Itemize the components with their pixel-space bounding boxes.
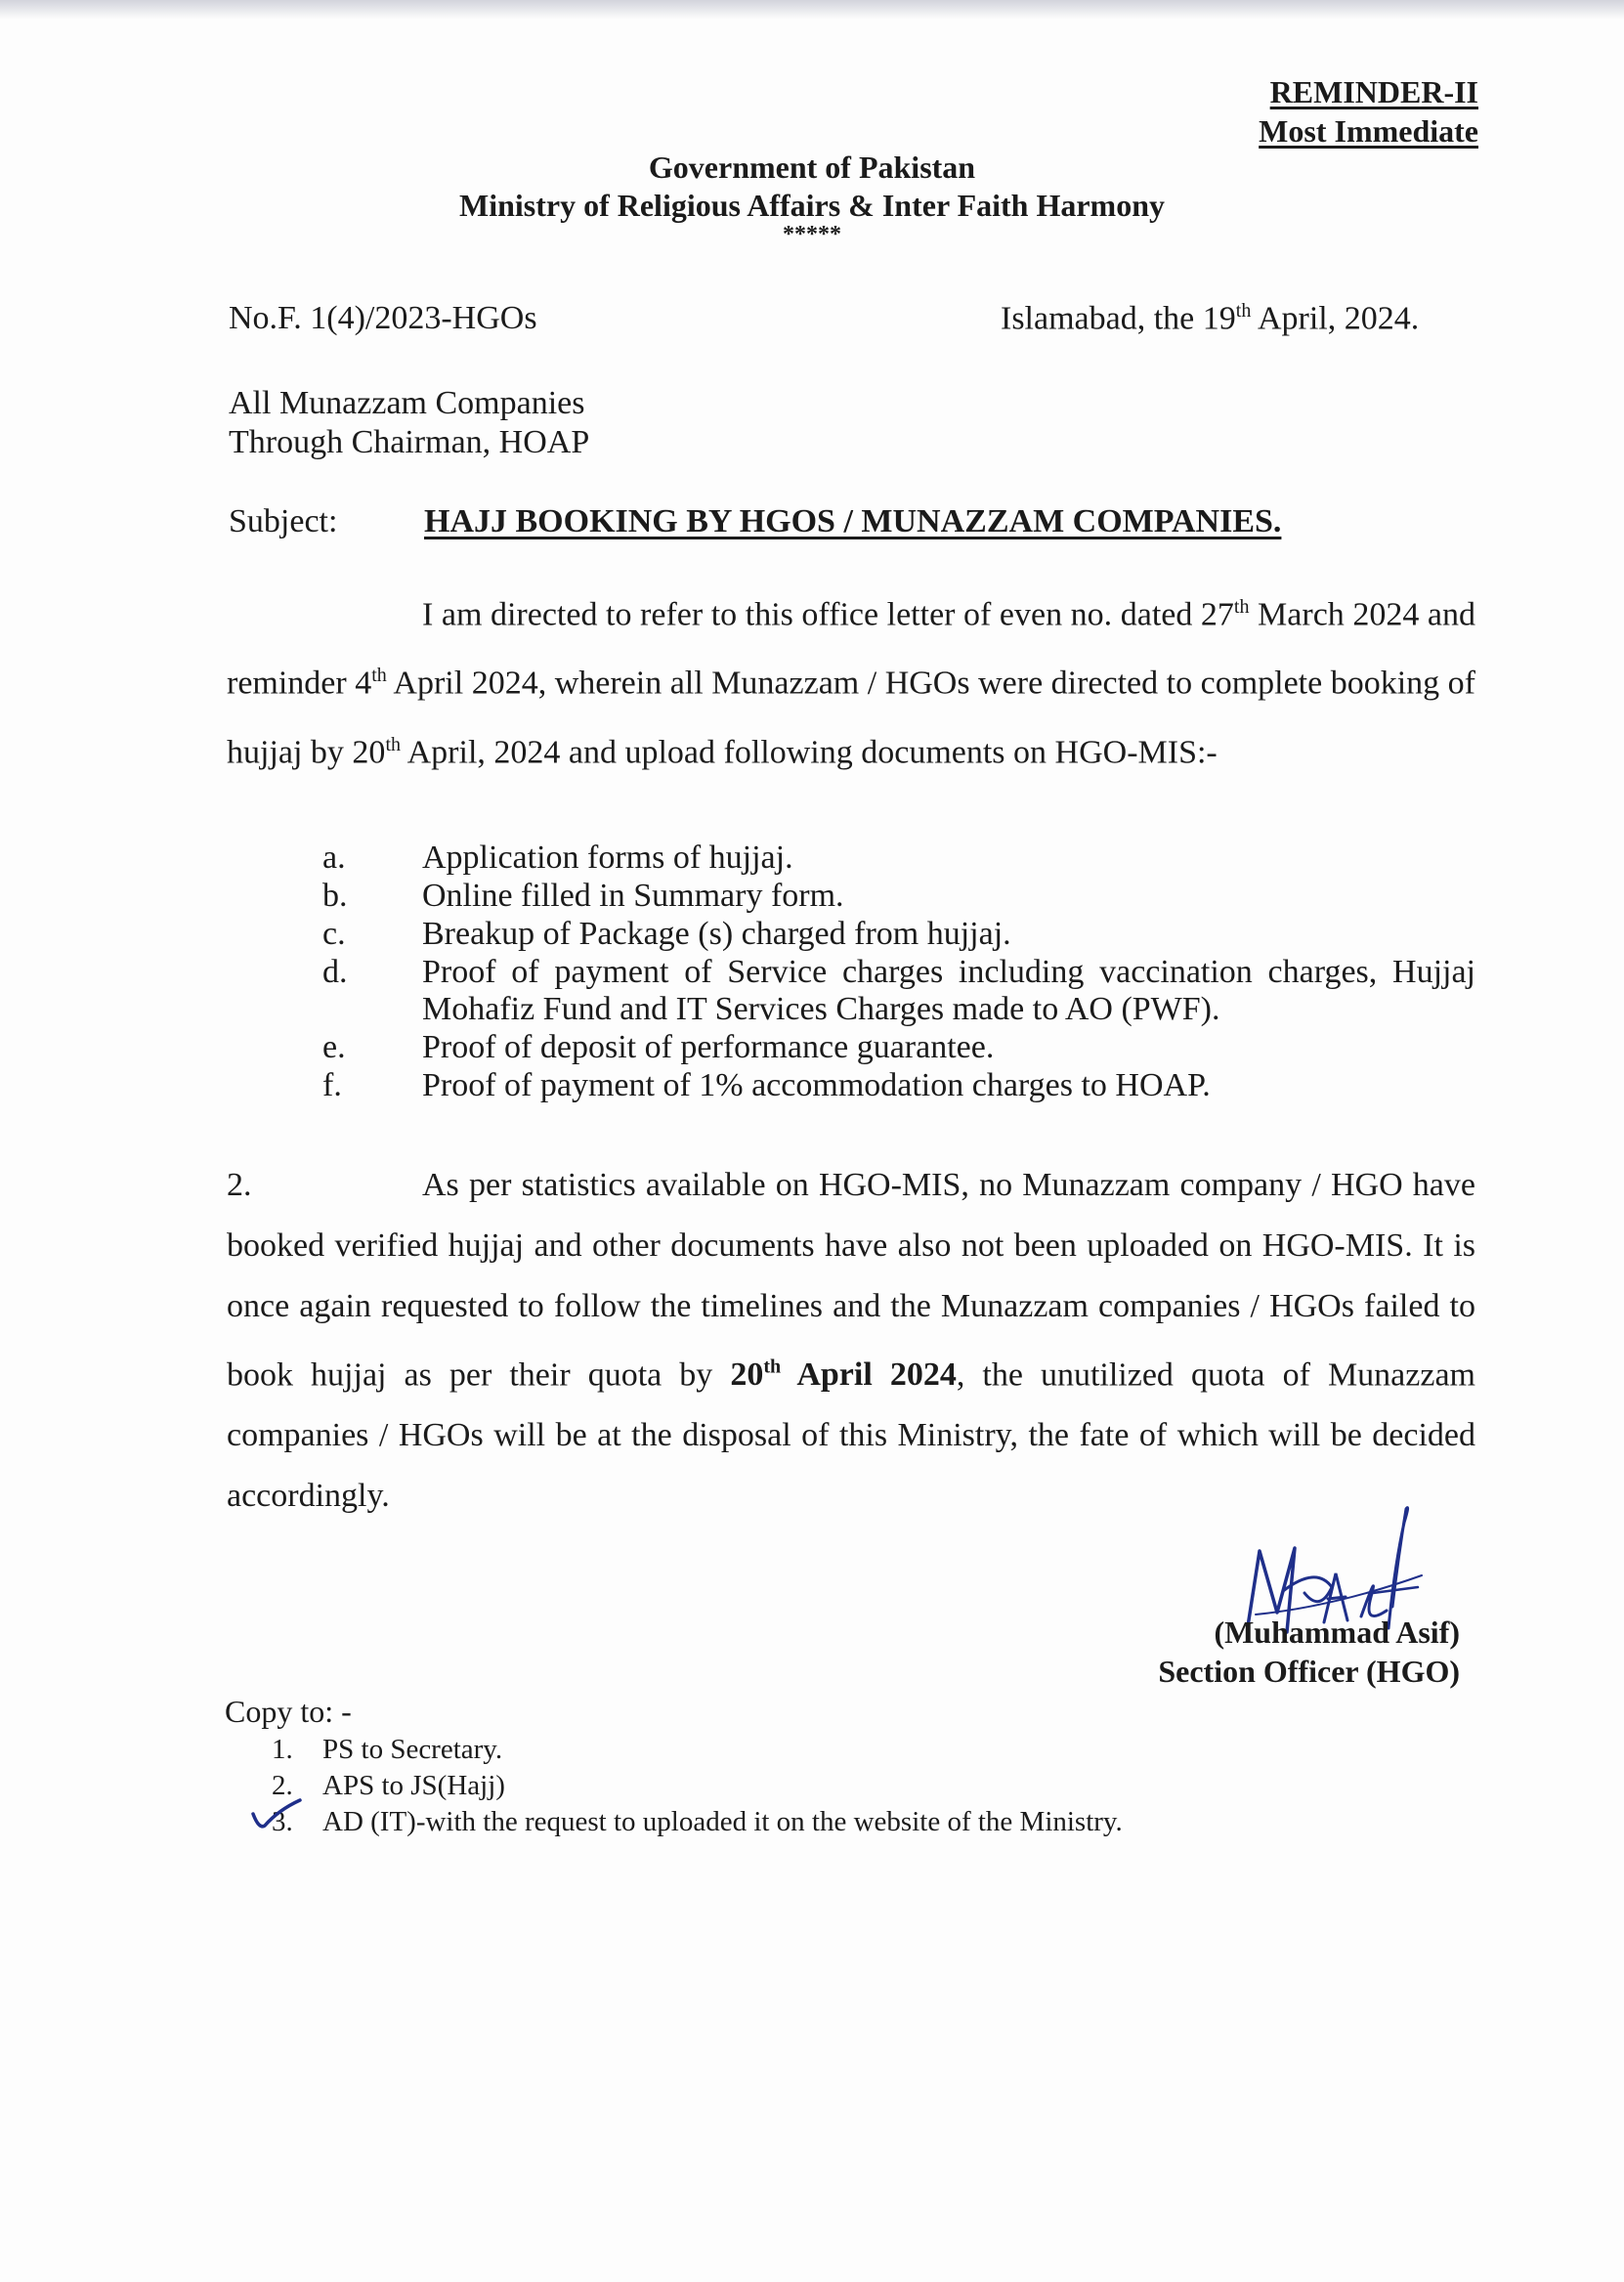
file-reference: No.F. 1(4)/2023-HGOs <box>229 300 537 336</box>
header-stars: ***** <box>783 222 841 247</box>
list-marker: b. <box>322 878 348 914</box>
para1-text-1: I am directed to refer to this office letter of even no. dated 27 <box>422 596 1234 633</box>
deadline-month-year: April 2024 <box>781 1356 957 1394</box>
scan-edge-shadow <box>0 0 1624 20</box>
list-item <box>322 878 1475 915</box>
reminder-label: REMINDER-II <box>1269 74 1478 109</box>
para1-sup-2: th <box>371 665 387 687</box>
signature-block <box>1158 1613 1460 1691</box>
list-item-text: Proof of deposit of performance guarantee. <box>422 1029 995 1065</box>
addressee <box>229 384 589 462</box>
subject-label: Subject: <box>229 503 338 539</box>
ministry-title: Ministry of Religious Affairs & Inter Faith Harmony <box>458 188 1165 223</box>
date-ordinal: th <box>1235 300 1252 322</box>
para2-text-1: As per statistics available on HGO-MIS, no Munazzam company / HGO have booked verified hujjaj and other documents have also not been uploaded on HGO-MIS. It is once again requested to follow the timelines and the Munazzam companies / HGOs failed to book hujjaj as per their quota by <box>227 1167 1475 1394</box>
list-item <box>322 916 1475 953</box>
copy-item <box>272 1768 1123 1804</box>
priority-marking <box>1259 72 1478 151</box>
letter-date <box>1001 300 1419 337</box>
list-marker: f. <box>322 1067 342 1103</box>
copy-item-number: 3. <box>272 1806 293 1837</box>
list-item-text: Breakup of Package (s) charged from hujjaj. <box>422 916 1011 952</box>
para1-sup-3: th <box>385 733 401 755</box>
para1-sup-1: th <box>1233 596 1250 618</box>
copy-to-label: Copy to: - <box>225 1694 352 1729</box>
addressee-line-1: All Munazzam Companies <box>229 385 585 421</box>
documents-list <box>322 840 1475 1105</box>
copy-to-list <box>272 1732 1123 1840</box>
list-item <box>322 1029 1475 1066</box>
signatory-designation: Section Officer (HGO) <box>1158 1654 1460 1689</box>
deadline-day: 20 <box>730 1356 764 1394</box>
list-item-text: Online filled in Summary form. <box>422 878 844 914</box>
letterhead <box>0 149 1624 247</box>
list-item-text: Application forms of hujjaj. <box>422 840 793 876</box>
paragraph-2 <box>227 1155 1475 1527</box>
para1-text-4: April, 2024 and upload following documents on HGO-MIS:- <box>401 733 1218 770</box>
deadline-ordinal: th <box>763 1356 782 1378</box>
copy-item-text: PS to Secretary. <box>322 1734 503 1765</box>
list-item <box>322 840 1475 877</box>
list-item-text: Proof of payment of 1% accommodation charges to HOAP. <box>422 1067 1211 1103</box>
deadline-date <box>730 1356 956 1393</box>
copy-item-text: APS to JS(Hajj) <box>322 1770 505 1801</box>
handwritten-tick-mark <box>249 1796 308 1835</box>
subject-text: HAJJ BOOKING BY HGOS / MUNAZZAM COMPANIES. <box>424 503 1282 539</box>
list-marker: c. <box>322 916 346 952</box>
para1-text-2: March 2024 and reminder 4 <box>227 596 1475 702</box>
copy-item <box>272 1804 1123 1840</box>
date-prefix: Islamabad, the 19 <box>1001 300 1236 337</box>
copy-item <box>272 1732 1123 1768</box>
paragraph-1 <box>227 577 1475 783</box>
list-marker: d. <box>322 954 348 990</box>
list-item <box>322 1067 1475 1104</box>
list-item-text: Proof of payment of Service charges including vaccination charges, Hujjaj Mohafiz Fund and IT Services Charges made to AO (PWF). <box>422 954 1475 1027</box>
addressee-line-2: Through Chairman, HOAP <box>229 424 590 460</box>
copy-item-number: 1. <box>272 1734 293 1765</box>
date-suffix: April, 2024. <box>1251 300 1420 337</box>
signatory-name: (Muhammad Asif) <box>1214 1615 1460 1650</box>
copy-item-text: AD (IT)-with the request to uploaded it on the website of the Ministry. <box>322 1806 1123 1837</box>
para2-text-2: , the unutilized quota of Munazzam companies / HGOs will be at the disposal of this Ministry, the fate of which will be decided accordingly. <box>227 1356 1475 1515</box>
list-marker: e. <box>322 1029 346 1065</box>
list-marker: a. <box>322 840 346 876</box>
list-item <box>322 954 1475 1028</box>
para1-text-3: April 2024, wherein all Munazzam / HGOs were directed to complete booking of hujjaj by 20 <box>227 665 1476 770</box>
paragraph-number: 2. <box>227 1167 252 1203</box>
copy-item-number: 2. <box>272 1770 293 1801</box>
government-title: Government of Pakistan <box>648 150 976 185</box>
most-immediate-label: Most Immediate <box>1259 113 1478 149</box>
